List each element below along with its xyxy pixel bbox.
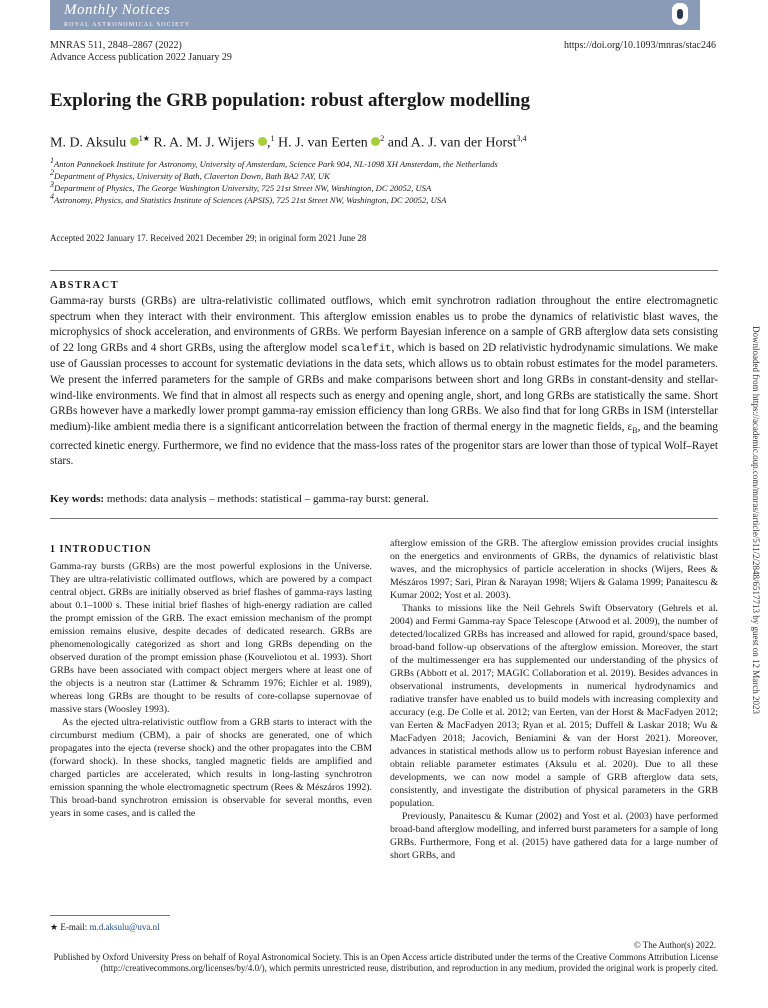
- affiliation-text: Department of Physics, University of Bath, Claverton Down, Bath BA2 7AY, UK: [54, 170, 330, 181]
- affiliation-sup: 2: [50, 168, 54, 177]
- citation: MNRAS 511, 2848–2867 (2022): [50, 40, 182, 51]
- advance-access: Advance Access publication 2022 January 29: [50, 52, 232, 63]
- divider: [50, 518, 718, 519]
- orcid-icon[interactable]: [371, 137, 380, 146]
- orcid-icon[interactable]: [130, 137, 139, 146]
- section-heading: 1 INTRODUCTION: [50, 544, 152, 555]
- accepted-dates: Accepted 2022 January 17. Received 2021 December 29; in original form 2021 June 28: [50, 233, 367, 243]
- footnote-divider: [50, 915, 170, 916]
- journal-banner-title: Monthly Notices: [64, 2, 171, 18]
- paragraph: As the ejected ultra-relativistic outflow from a GRB starts to interact with the circumburst medium (CBM), a pair of shocks are generated, one of which propagates into the ejecta (reverse shock) and the other propagates into the CBM (forward shock). In these shocks, tangled magnetic fields are amplified and charged particles are accelerated, which results in long-lasting synchrotron emission spanning the whole electromagnetic spectrum (Rees & Mészáros 1992). This broad-band synchrotron emission is observable for several months, even years in some cases, and is called the: [50, 717, 372, 819]
- author-conjunction: and: [387, 135, 409, 151]
- orcid-icon[interactable]: [258, 137, 267, 146]
- email-footnote: [50, 922, 160, 933]
- author-sup: 2: [380, 134, 385, 143]
- journal-banner: [50, 0, 700, 30]
- paragraph: afterglow emission of the GRB. The afterglow emission provides crucial insights on the energetics and environments of GRBs, the dynamics of relativistic blast waves, and the microphysics of particle acceleration in shocks (Wijers, Rees & Mészáros 1997; Sari, Piran & Narayan 1998; Wijers & Galama 1999; Panaitescu & Kumar 2002; Yost et al. 2003).: [390, 538, 718, 601]
- abstract: [50, 294, 718, 470]
- email-label: ★ E-mail:: [50, 922, 88, 932]
- paragraph: Previously, Panaitescu & Kumar (2002) and Yost et al. (2003) have performed broad-band afterglow modelling, and inferred burst parameters for a sample of long GRBs. Furthermore, Fong et al. (2015) have gathered data for a large number of short GRBs, and: [390, 811, 718, 861]
- society-crest-icon: [672, 3, 688, 25]
- affiliation-text: Astronomy, Physics, and Statistics Institute of Sciences (APSIS), 725 21st Street NW, Washington, DC 20052, USA: [54, 194, 447, 205]
- author-sup: 3,4: [516, 134, 527, 143]
- author-name: A. J. van der Horst: [410, 135, 517, 151]
- author-name: H. J. van Eerten: [277, 135, 368, 151]
- author-list: M. D. Aksulu $^{1★}$ R. A. M. J. Wijers ,$^1$ H. J. van Eerten $^2$ and A. J. van der Horst$^{3,4}$: [50, 134, 527, 151]
- paragraph: Gamma-ray bursts (GRBs) are the most powerful explosions in the Universe. They are ultra-relativistic collimated outflows, which are powered by a compact central object. GRBs are initially observed as brief flashes of gamma-rays lasting about 0.1–1000 s. These initial brief flashes of high-energy radiation are called the prompt emission of the GRB. The exact emission mechanism of the prompt emission remains elusive, despite decades of dedicated research. GRBs are phenomenologically categorized as short and long GRBs depending on the observed duration of the prompt emission phase (Kouveliotou et al. 1993). Short GRBs have been associated with compact object mergers where at least one of the objects is a neutron star (Lattimer & Schramm 1976; Eichler et al. 1989), whereas long GRBs are thought to be results of core-collapse supernovae of massive stars (Woosley 1993).: [50, 561, 372, 715]
- abstract-heading: ABSTRACT: [50, 280, 120, 291]
- abstract-text: , which is based on 2D relativistic hydrodynamic simulations. We make use of Gaussian processes to account for systematic deviations in the data sets, which allows us to obtain robust estimates for the model parameters. We present the inferred parameters for the sample of GRBs and make comparisons between short and long GRBs in constant-density and stellar-wind-like environments. We find that in almost all respects such as energy and opening angle, short, and long GRBs are statistically the same. Short GRBs however have a markedly lower prompt gamma-ray emission efficiency than long GRBs. We also find that for long GRBs in ISM (interstellar medium)-like ambient media there is a significant anticorrelation between the fraction of thermal energy in the magnetic fields, ε: [50, 341, 718, 433]
- doi-link[interactable]: https://doi.org/10.1093/mnras/stac246: [563, 40, 716, 51]
- download-note: Downloaded from https://academic.oup.com/mnras/article/511/2/2848/6517713 by guest on 12 March 2023: [751, 325, 761, 715]
- left-column: [50, 560, 372, 820]
- abstract-subscript: B: [632, 425, 638, 435]
- affiliation-text: Anton Pannekoek Institute for Astronomy, University of Amsterdam, Science Park 904, NL-1098 XH Amsterdam, the Netherlands: [54, 158, 498, 169]
- author-sup: 1: [270, 134, 275, 143]
- abstract-text: Gamma-ray bursts (GRBs) are ultra-relativistic collimated outflows, which emit synchrotron radiation throughout the entire electromagnetic spectrum when they interact with their environment. This afterglow emission enables us to probe the dynamics of relativistic blast waves, the microphysics of shock acceleration, and environments of GRBs. We perform Bayesian inference on a sample of GRB afterglow data sets consisting of 22 long GRBs and 4 short GRBs, using the afterglow model: [50, 295, 718, 354]
- license-footer: Published by Oxford University Press on behalf of Royal Astronomical Society. This is an Open Access article distributed under the terms of the Creative Commons Attribution License (http://creativecommons.org/licenses/by/4.0/), which permits unrestricted reuse, distribution, and reproduction in any medium, provided the original work is properly cited.: [53, 952, 718, 973]
- divider: [50, 270, 718, 271]
- paragraph: Thanks to missions like the Neil Gehrels Swift Observatory (Gehrels et al. 2004) and Fermi Gamma-ray Space Telescope (Atwood et al. 2009), the number of detected/localized GRBs has increased and allowed for rapid, ground/space based, broad-band follow-up observations of the afterglow emission. Moreover, the start of the multimessenger era has supplemented our understanding of the physics of GRBs (Abbott et al. 2017; MAGIC Collaboration et al. 2019). Besides advances in observational instruments, developments in numerical hydrodynamics and radiative transfer have enabled us to build models with increasing complexity and accuracy (e.g. De Colle et al. 2012; van Eerten, van der Horst & MacFadyen 2012; van Eerten & MacFadyen 2013; Ryan et al. 2015; Duffell & Laskar 2018; Wu & MacFadyen 2018; Jacovich, Beniamini & van der Horst 2021). Moreover, advances in statistical methods allow us to perform robust Bayesian inference and obtain reliable parameter estimates (Aksulu et al. 2020). Due to all these developments, we can now model a sample of GRB afterglow data sets, consistently, and investigate the distribution of physical parameters in the GRB population.: [390, 603, 718, 809]
- affiliation-text: Department of Physics, The George Washington University, 725 21st Street NW, Washington, DC 20052, USA: [54, 182, 432, 193]
- author-name: R. A. M. J. Wijers: [153, 135, 255, 151]
- email-link[interactable]: m.d.aksulu@uva.nl: [89, 922, 160, 932]
- right-column: [390, 537, 718, 862]
- abstract-text: , and the beaming corrected kinetic energy. Furthermore, we find no evidence that the mass-loss rates of the progenitor stars are lower than those of typical Wolf–Rayet stars.: [50, 420, 718, 468]
- affiliation-sup: 1: [50, 156, 54, 165]
- copyright: © The Author(s) 2022.: [633, 940, 716, 950]
- abstract-code: scalefit: [341, 342, 392, 355]
- paper-title: Exploring the GRB population: robust afterglow modelling: [50, 90, 530, 111]
- keywords-label: Key words:: [50, 493, 105, 505]
- affiliation: [50, 191, 710, 206]
- journal-banner-subtitle: ROYAL ASTRONOMICAL SOCIETY: [64, 22, 191, 28]
- keywords: [50, 493, 429, 505]
- affiliation-sup: 4: [50, 192, 54, 201]
- keywords-text: methods: data analysis – methods: statistical – gamma-ray burst: general.: [106, 493, 429, 505]
- affiliation-sup: 3: [50, 180, 54, 189]
- author-sup: 1★: [138, 134, 150, 143]
- author-name: M. D. Aksulu: [50, 135, 127, 151]
- citation-block: [50, 40, 232, 64]
